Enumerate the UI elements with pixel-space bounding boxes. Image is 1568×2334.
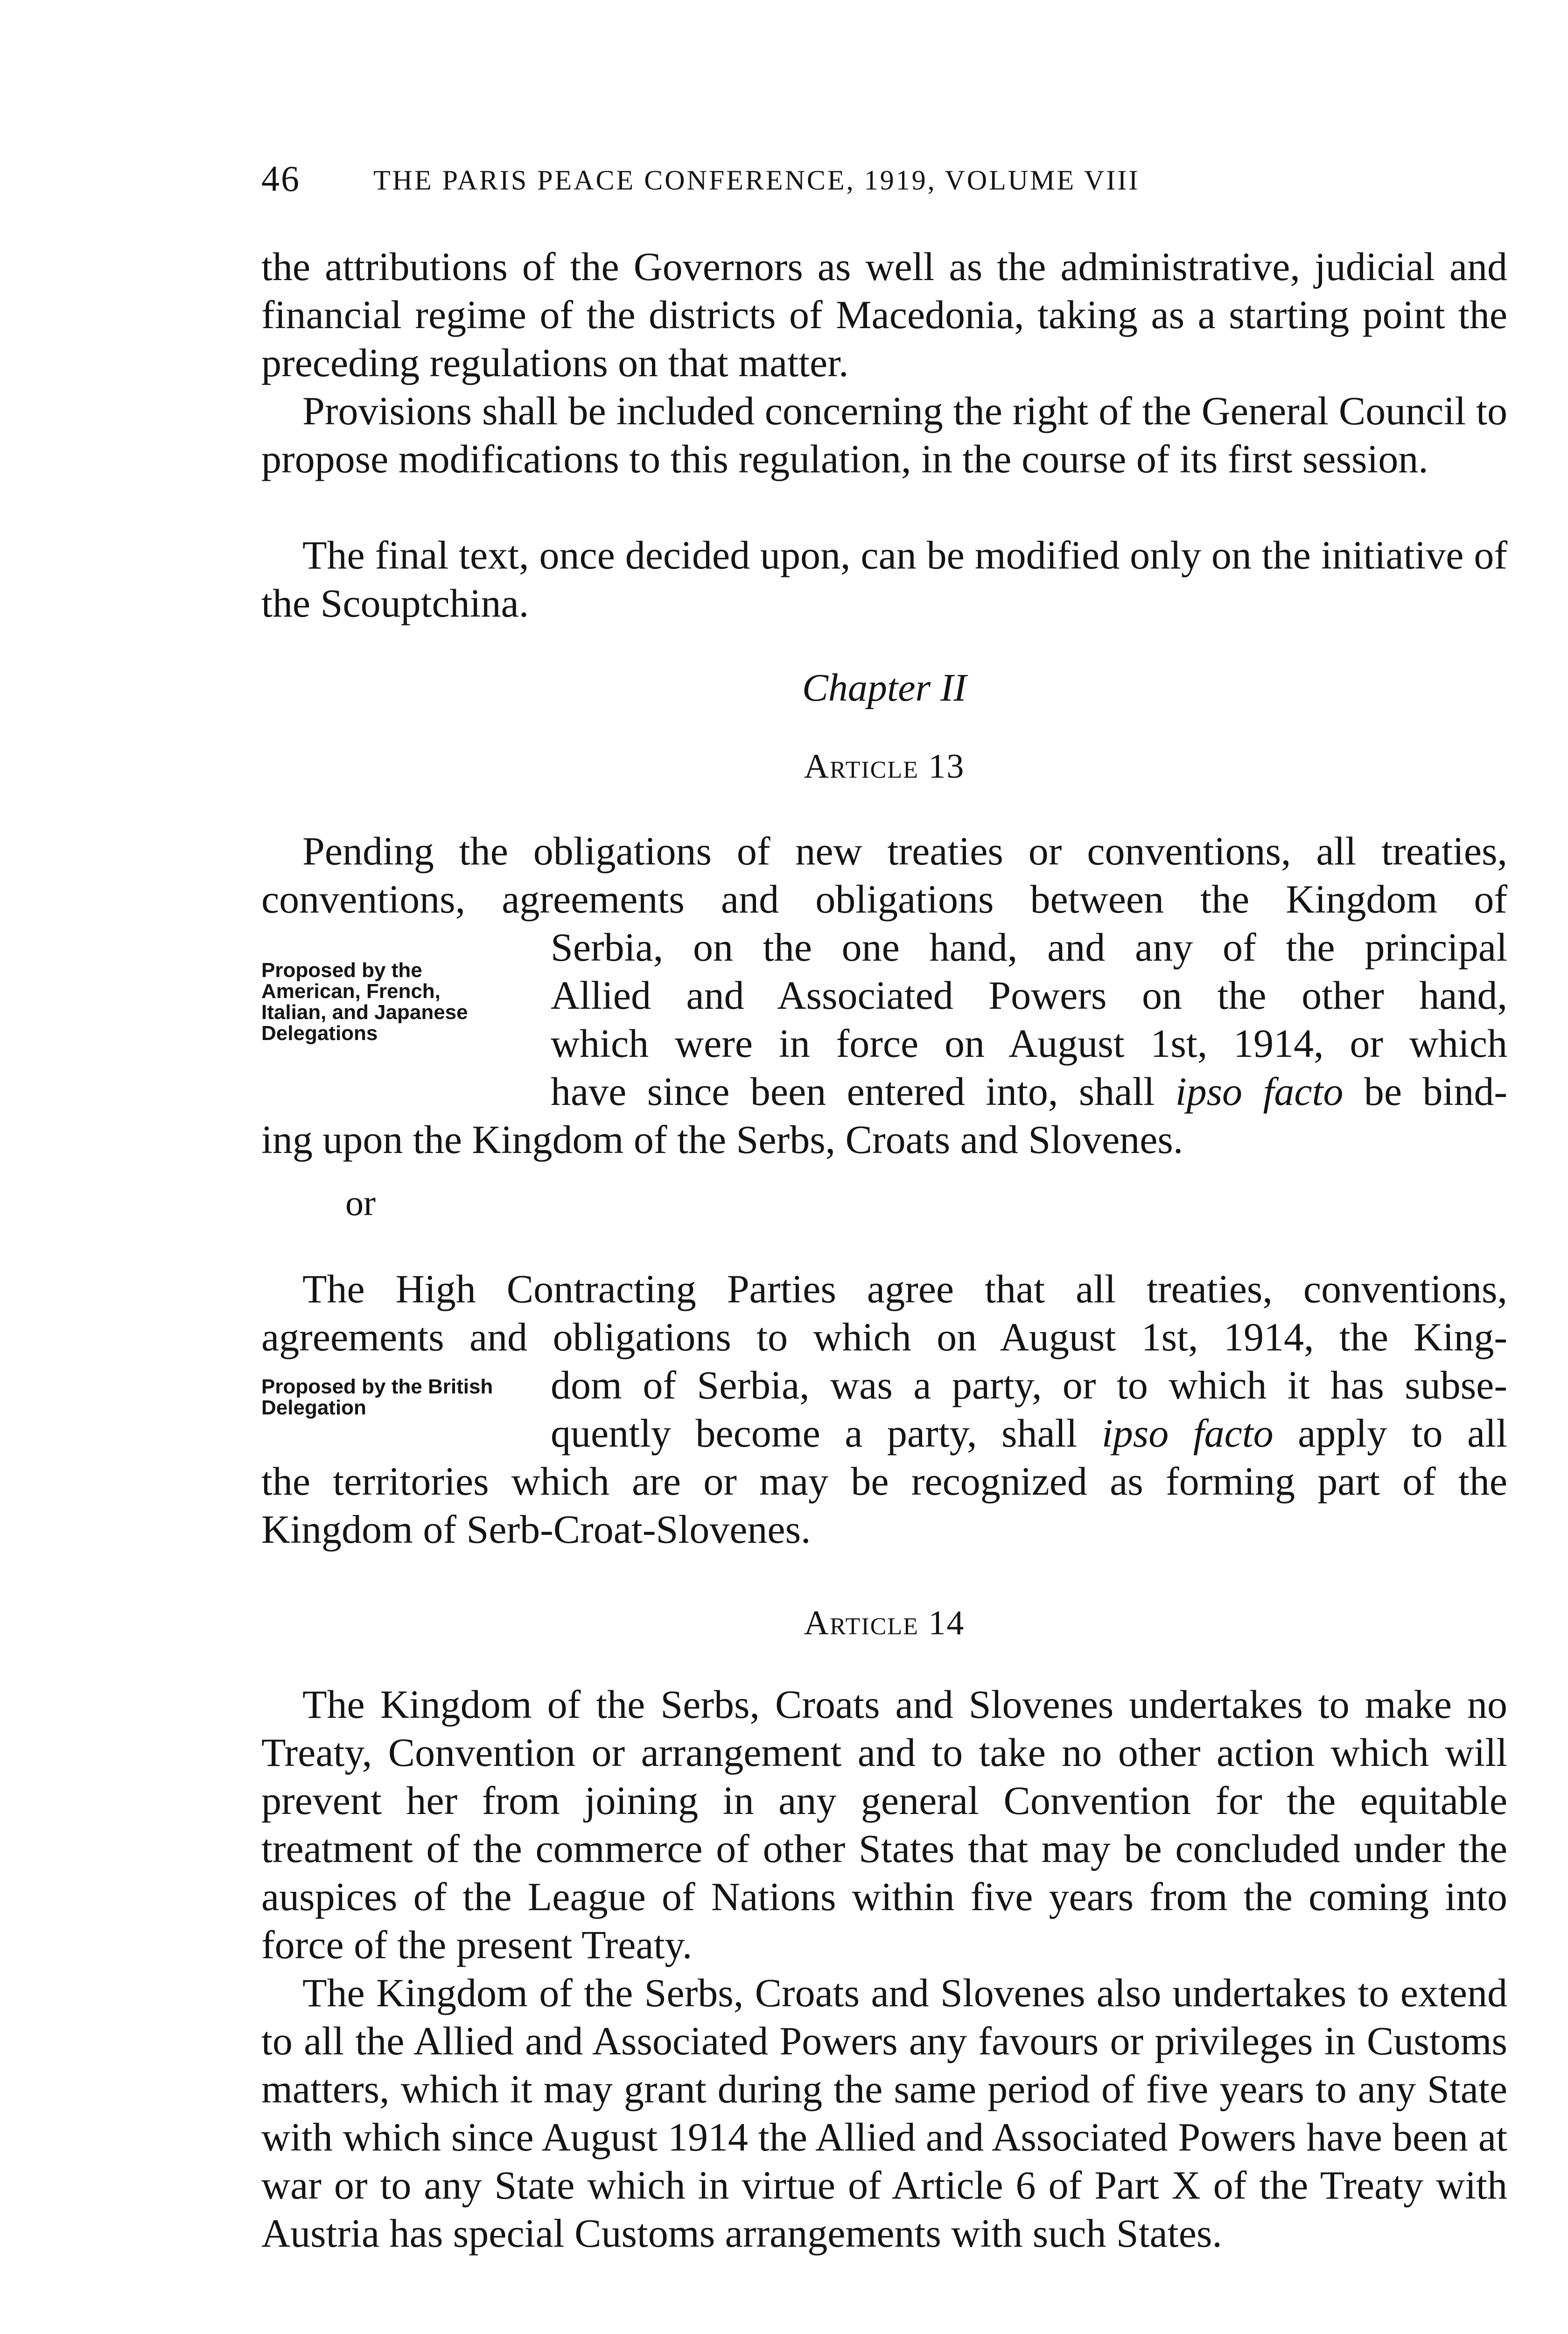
text-line: ing upon the Kingdom of the Serbs, Croats and Slovenes. [261,1117,1183,1162]
text-line: agreements and obligations to which on August 1st, 1914, the King- [261,1315,1507,1359]
paragraph-final-text: The final text, once decided upon, can be modified only on the initiative of the Scouptchina. [261,533,1507,626]
article-13-heading: Article 13 [804,747,965,786]
text-run: be bind- [1343,1069,1507,1114]
text-line: conventions, agreements and obligations between the Kingdom of [261,877,1507,921]
text-line: dom of Serbia, was a party, or to which it has subse- [551,1363,1507,1407]
article-14-heading: Article 14 [804,1604,965,1642]
chapter-heading: Chapter II [802,666,967,710]
text-run: apply to all [1273,1411,1507,1455]
margin-note-british-delegation: Proposed by the British Delegation [261,1375,493,1419]
text-run: have since been entered into, shall [551,1069,1176,1114]
text-line: Serbia, on the one hand, and any of the principal [551,925,1507,970]
article-14-paragraph-1: The Kingdom of the Serbs, Croats and Slovenes undertakes to make no Treaty, Convention or arrangement and to take no other action which will prevent her from joining in any general Convention for the equitable treatment of the commerce of other States that may be concluded under the auspices of the League of Nations within five years from the coming into force of the present Treaty. [261,1682,1507,1967]
text-line: the territories which are or may be recognized as forming part of the [261,1459,1507,1504]
text-line [551,1068,1507,1116]
article-14-paragraph-2: The Kingdom of the Serbs, Croats and Slovenes also undertakes to extend to all the Allied and Associated Powers any favours or privileges in Customs matters, which it may grant during the same period of five years to any State with which since August 1914 the Allied and Associated Powers have been at war or to any State which in virtue of Article 6 of Part X of the Treaty with Austria has special Customs arrangements with such States. [261,1970,1507,2256]
text-run: quently become a party, shall [551,1411,1102,1455]
page-number: 46 [261,158,301,199]
margin-note-american-french-italian-japanese: Proposed by the American, French, Italian, and Japanese Delegations [261,959,468,1045]
running-title: THE PARIS PEACE CONFERENCE, 1919, VOLUME VIII [373,165,1140,196]
ipso-facto-italic: ipso facto [1175,1069,1344,1114]
text-line: which were in force on August 1st, 1914, or which [551,1021,1507,1066]
paragraph-provisions: Provisions shall be included concerning the right of the General Council to propose modifications to this regulation, in the course of its first session. [261,388,1507,481]
or-separator: or [345,1182,376,1223]
text-line: The High Contracting Parties agree that all treaties, conventions, [302,1266,1507,1311]
page-header [261,154,1507,205]
text-line: Allied and Associated Powers on the other hand, [551,973,1507,1018]
text-line: Pending the obligations of new treaties or conventions, all treaties, [302,829,1507,873]
paragraph-regime: the attributions of the Governors as well as the administrative, judicial and financial regime of the districts of Macedonia, taking as a starting point the preceding regulations on that matter. [261,244,1507,385]
text-line [551,1409,1507,1457]
text-line: Kingdom of Serb-Croat-Slovenes. [261,1507,811,1552]
ipso-facto-italic: ipso facto [1101,1411,1274,1455]
